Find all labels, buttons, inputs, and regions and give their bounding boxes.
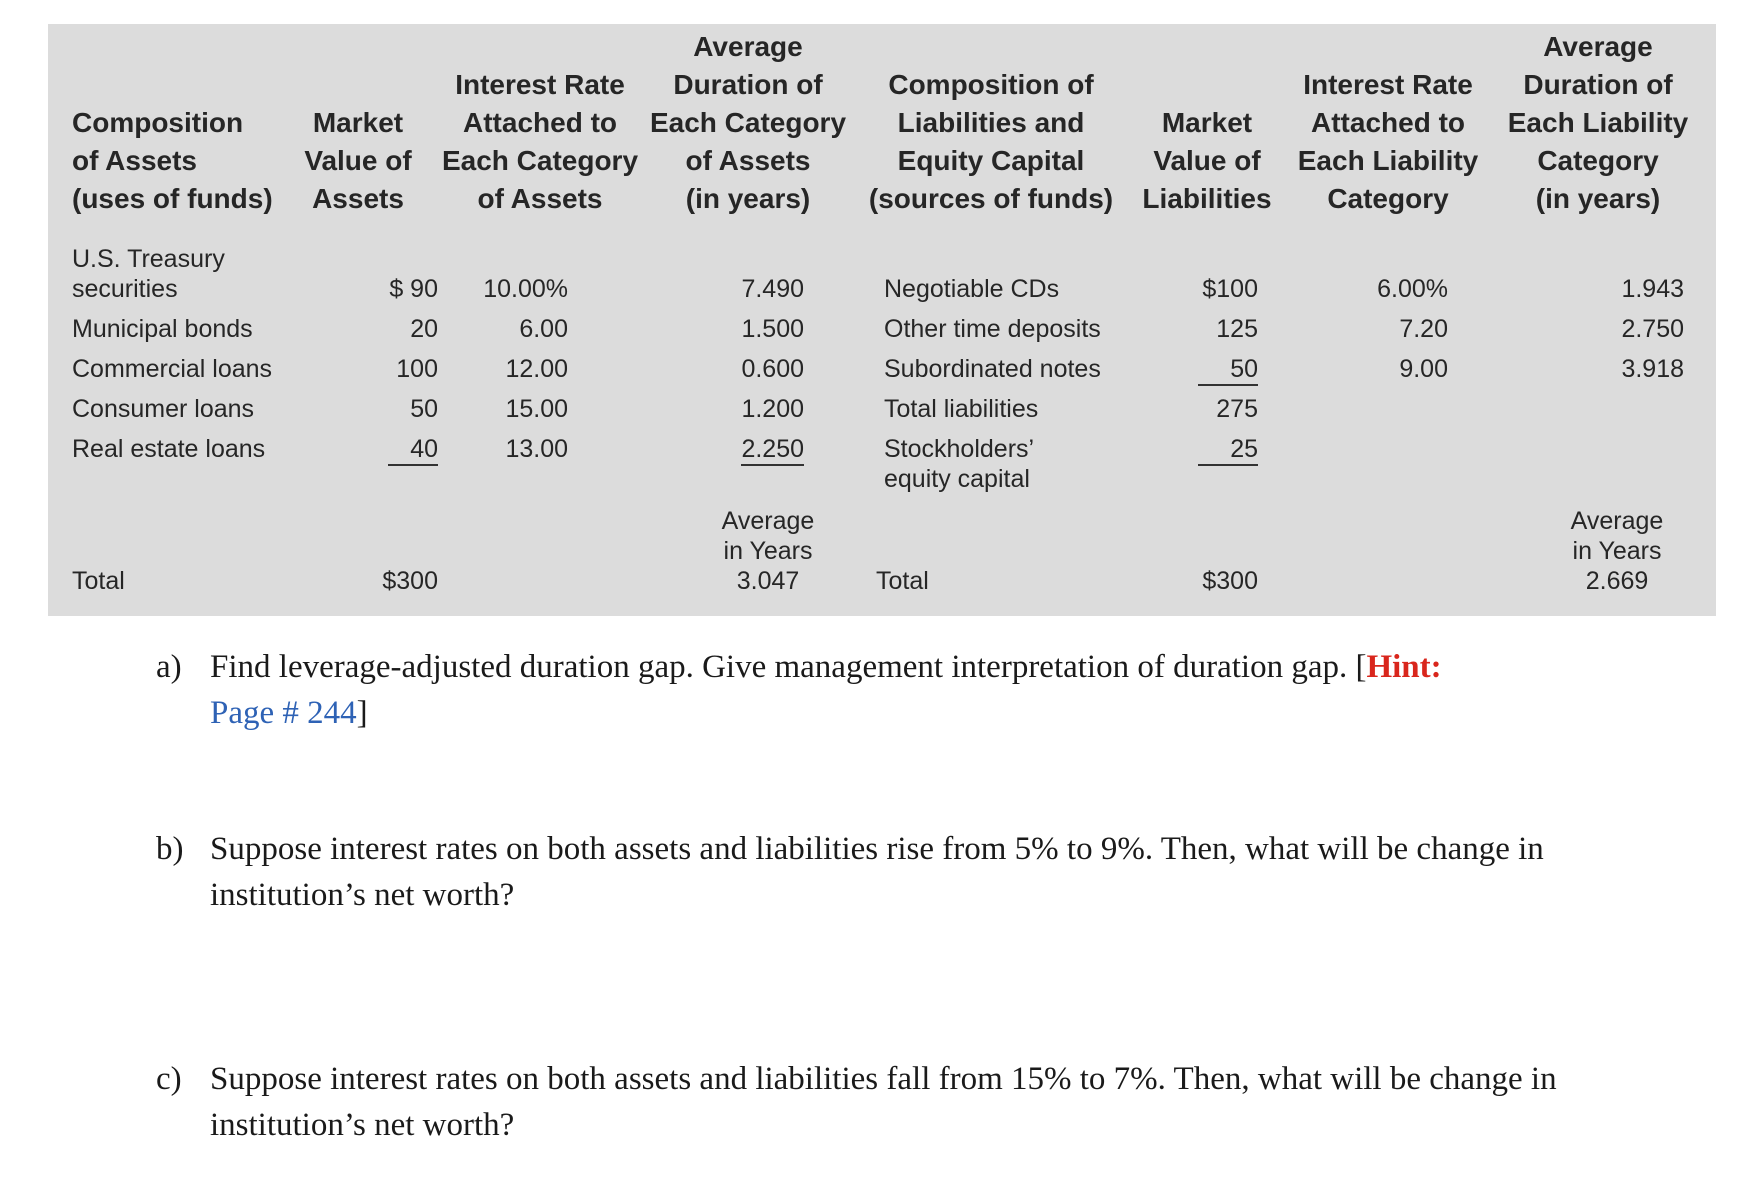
question-a-label: a) (156, 649, 182, 685)
asset-duration-commercial: 0.600 (741, 355, 804, 383)
liability-name-equity-capital: Stockholders’ equity capital (884, 435, 1035, 493)
liability-name-negotiable-cds: Negotiable CDs (884, 275, 1060, 303)
asset-duration-consumer: 1.200 (741, 395, 804, 423)
header-liability-interest-rate: Interest Rate Attached to Each Liability Category (1297, 69, 1479, 214)
hint-page-reference: Page # 244 (210, 695, 357, 731)
asset-duration-municipal: 1.500 (741, 315, 804, 343)
asset-total-label: Total (72, 567, 125, 595)
question-b-text: Suppose interest rates on both assets and liabilities rise from 5% to 9%. Then, what will be change in institution’s net worth? (210, 831, 1544, 913)
asset-name-commercial: Commercial loans (72, 355, 273, 383)
liability-average-duration: Average in Years 2.669 (1570, 507, 1664, 595)
asset-value-real-estate (328, 434, 438, 464)
liability-value-subordinated-notes (1148, 354, 1258, 384)
question-c-label: c) (156, 1061, 182, 1097)
asset-duration-real-estate-text: 2.250 (741, 435, 804, 466)
asset-value-commercial: 100 (396, 355, 438, 383)
question-b-label: b) (156, 831, 184, 867)
asset-rate-commercial: 12.00 (505, 355, 568, 383)
duration-table (48, 24, 1716, 616)
liability-value-total-liabilities: 275 (1216, 395, 1258, 423)
header-asset-interest-rate: Interest Rate Attached to Each Category of Assets (441, 69, 639, 214)
header-asset-market-value: Market Value of Assets (304, 107, 412, 214)
asset-total-value: $300 (382, 567, 438, 595)
asset-value-municipal: 20 (410, 315, 438, 343)
asset-rate-municipal: 6.00 (519, 315, 568, 343)
asset-value-consumer: 50 (410, 395, 438, 423)
liability-duration-subordinated-notes: 3.918 (1621, 355, 1684, 383)
liability-duration-negotiable-cds: 1.943 (1621, 275, 1684, 303)
asset-rate-consumer: 15.00 (505, 395, 568, 423)
liability-value-equity-capital (1148, 434, 1258, 464)
liability-name-total-liabilities: Total liabilities (884, 395, 1039, 423)
liability-value-time-deposits: 125 (1216, 315, 1258, 343)
asset-rate-real-estate: 13.00 (505, 435, 568, 463)
liability-name-time-deposits: Other time deposits (884, 315, 1101, 343)
asset-value-treasury: $ 90 (389, 275, 438, 303)
asset-name-municipal: Municipal bonds (72, 315, 253, 343)
header-liability-composition: Composition of Liabilities and Equity Capital (sources of funds) (868, 69, 1114, 214)
liability-duration-time-deposits: 2.750 (1621, 315, 1684, 343)
header-asset-duration: Average Duration of Each Category of Assets (in years) (649, 31, 847, 214)
liability-name-subordinated-notes: Subordinated notes (884, 355, 1101, 383)
liability-value-equity-capital-text: 25 (1198, 435, 1258, 466)
header-liability-duration: Average Duration of Each Liability Category (in years) (1507, 31, 1689, 214)
asset-name-consumer: Consumer loans (72, 395, 255, 423)
liability-total-value: $300 (1202, 567, 1258, 595)
asset-duration-treasury: 7.490 (741, 275, 804, 303)
asset-name-real-estate: Real estate loans (72, 435, 266, 463)
liability-rate-negotiable-cds: 6.00% (1377, 275, 1448, 303)
asset-average-duration: Average in Years 3.047 (721, 507, 815, 595)
asset-rate-treasury: 10.00% (483, 275, 568, 303)
asset-duration-real-estate (688, 434, 804, 464)
asset-name-treasury: U.S. Treasury securities (72, 245, 225, 303)
question-c-text: Suppose interest rates on both assets and liabilities fall from 15% to 7%. Then, what will be change in institution’s net worth? (210, 1061, 1557, 1143)
hint-label: Hint: (1366, 649, 1442, 685)
liability-total-label: Total (876, 567, 929, 595)
question-a-text: Find leverage-adjusted duration gap. Give management interpretation of duration gap. [Hint: Page # 244] (210, 649, 1442, 731)
header-liability-market-value: Market Value of Liabilities (1142, 107, 1272, 214)
liability-rate-subordinated-notes: 9.00 (1399, 355, 1448, 383)
liability-value-negotiable-cds: $100 (1202, 275, 1258, 303)
header-asset-composition: Composition of Assets (uses of funds) (72, 107, 273, 214)
liability-value-subordinated-notes-text: 50 (1198, 355, 1258, 386)
liability-rate-time-deposits: 7.20 (1399, 315, 1448, 343)
asset-value-real-estate-text: 40 (388, 435, 438, 466)
